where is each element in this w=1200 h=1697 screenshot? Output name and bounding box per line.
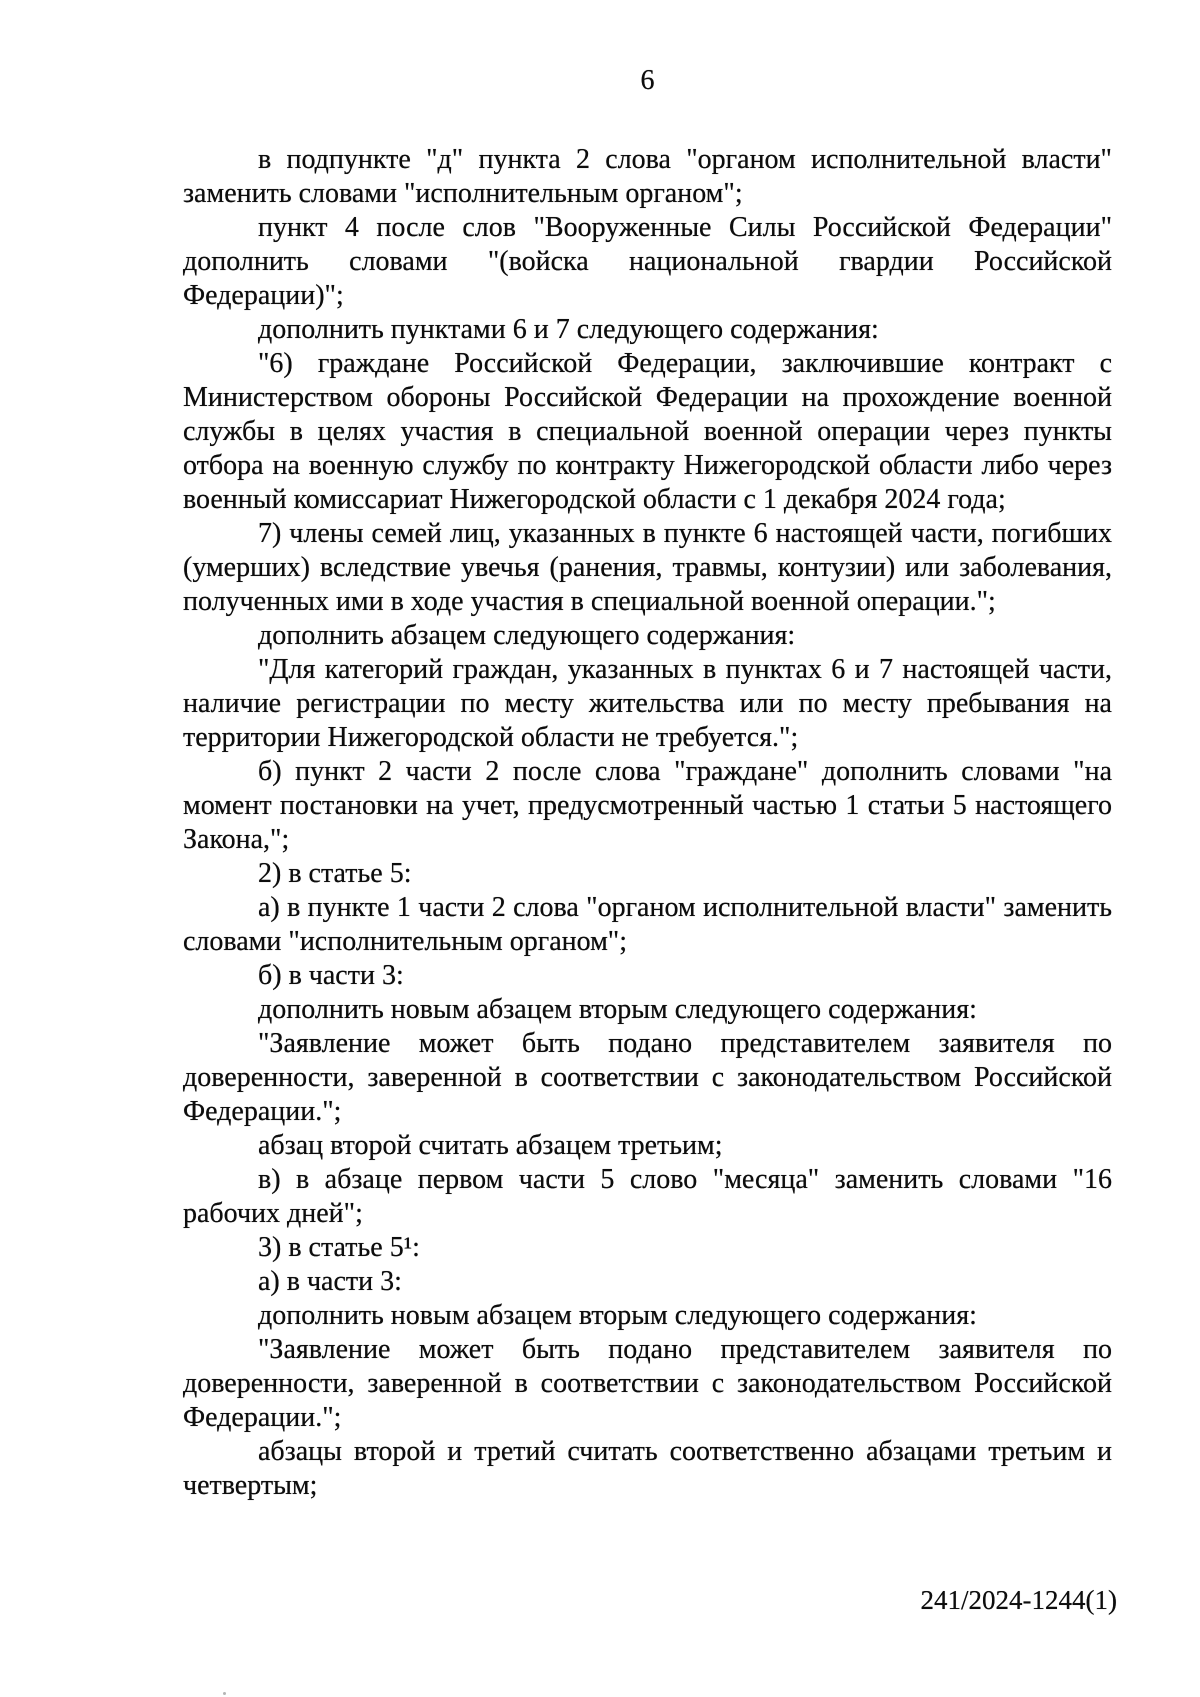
- paragraph: дополнить абзацем следующего содержания:: [258, 620, 796, 651]
- paragraph: "Заявление может быть подано представителем заявителя по доверенности, заверенной в соответствии с законодательством Российской Федерации.";: [183, 1334, 1112, 1433]
- paragraph: 7) члены семей лиц, указанных в пункте 6 настоящей части, погибших (умерших) вследствие увечья (ранения, травмы, контузии) или заболевания, полученных ими в ходе участия в специальной военной операции.";: [183, 518, 1112, 617]
- paragraph: пункт 4 после слов "Вооруженные Силы Российской Федерации" дополнить словами "(войска национальной гвардии Российской Федерации)";: [183, 212, 1112, 311]
- paragraph: дополнить пунктами 6 и 7 следующего содержания:: [258, 314, 879, 345]
- paragraph: 2) в статье 5:: [258, 858, 412, 889]
- paragraph: в подпункте "д" пункта 2 слова "органом исполнительной власти" заменить словами "исполнительным органом";: [183, 144, 1112, 209]
- document-registration-code: 241/2024-1244(1): [920, 1585, 1117, 1615]
- page-number: 6: [640, 65, 655, 96]
- paragraph: 3) в статье 5¹:: [258, 1232, 420, 1263]
- paragraph: абзацы второй и третий считать соответственно абзацами третьим и четвертым;: [183, 1436, 1112, 1501]
- paragraph: "6) граждане Российской Федерации, заключившие контракт с Министерством обороны Российской Федерации на прохождение военной службы в целях участия в специальной военной операции через пункты отбора на военную службу по контракту Нижегородской области либо через военный комиссариат Нижегородской области с 1 декабря 2024 года;: [183, 348, 1112, 515]
- paragraph: "Заявление может быть подано представителем заявителя по доверенности, заверенной в соответствии с законодательством Российской Федерации.";: [183, 1028, 1112, 1127]
- paragraph: а) в части 3:: [258, 1266, 402, 1297]
- paragraph: абзац второй считать абзацем третьим;: [258, 1130, 723, 1161]
- paragraph: дополнить новым абзацем вторым следующего содержания:: [258, 994, 977, 1025]
- paragraph: дополнить новым абзацем вторым следующего содержания:: [258, 1300, 977, 1331]
- paragraph: б) пункт 2 части 2 после слова "граждане" дополнить словами "на момент постановки на учет, предусмотренный частью 1 статьи 5 настоящего Закона,";: [183, 756, 1112, 855]
- paragraph: "Для категорий граждан, указанных в пунктах 6 и 7 настоящей части, наличие регистрации по месту жительства или по месту пребывания на территории Нижегородской области не требуется.";: [183, 654, 1112, 753]
- document-body: [183, 143, 1112, 1503]
- paragraph: а) в пункте 1 части 2 слова "органом исполнительной власти" заменить словами "исполнительным органом";: [183, 892, 1112, 957]
- paragraph: в) в абзаце первом части 5 слово "месяца" заменить словами "16 рабочих дней";: [183, 1164, 1112, 1229]
- scan-artifact-dot: [223, 1692, 226, 1695]
- paragraph: б) в части 3:: [258, 960, 404, 991]
